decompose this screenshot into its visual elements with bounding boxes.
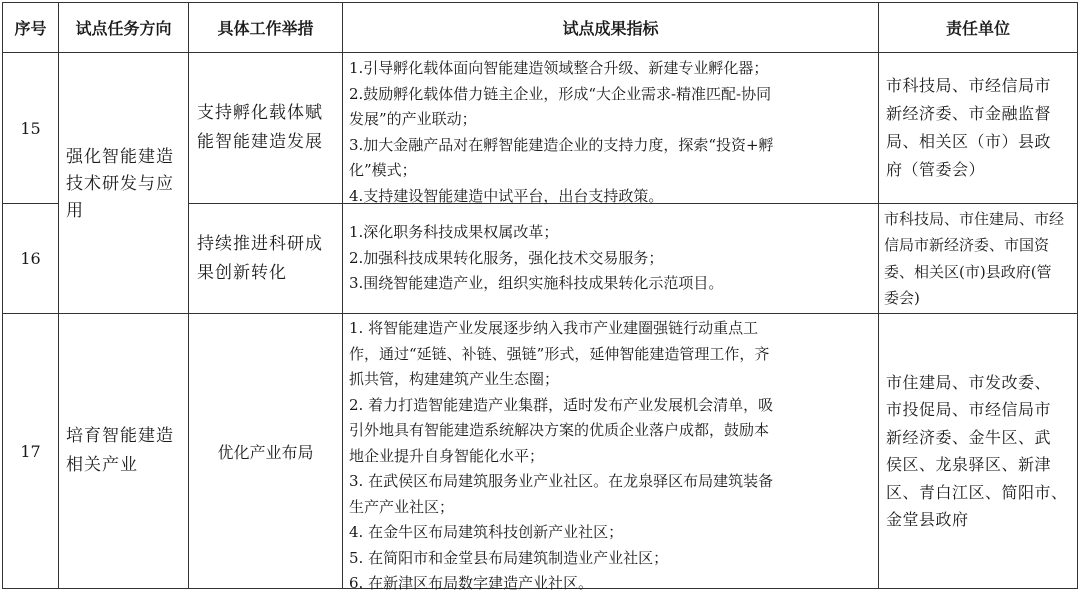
row-15-index: 15 — [20, 118, 41, 138]
row-17-index: 17 — [20, 441, 41, 461]
measure-line: 持续推进科研成 — [197, 233, 323, 254]
unit-line: 金堂县政府 — [886, 510, 969, 529]
indicator-line: 地企业提升自身智能化水平； — [349, 446, 545, 465]
header-index: 序号 — [14, 19, 47, 38]
unit-line: 信局市新经济委、市国资 — [884, 236, 1050, 254]
unit-line: 新经济委、市金融监督 — [886, 104, 1052, 123]
indicator-line: 3.围绕智能建造产业，组织实施科技成果转化示范项目。 — [349, 274, 724, 293]
indicator-line: 化”模式； — [349, 161, 417, 179]
unit-line: 局、相关区（市）县政 — [886, 132, 1052, 151]
direction-line: 技术研发与应 — [66, 173, 174, 194]
measure-line: 支持孵化载体赋 — [197, 103, 323, 123]
row-15-unit — [886, 53, 1076, 203]
row-17-indicators — [349, 316, 877, 592]
unit-line: 市科技局、市住建局、市经 — [884, 209, 1065, 228]
row-16-unit — [884, 204, 1076, 313]
header-indicator: 试点成果指标 — [562, 19, 659, 38]
indicator-line: 4. 在金牛区布局建筑科技创新产业社区； — [349, 523, 624, 541]
unit-line: 市科技局、市经信局市 — [886, 76, 1052, 95]
indicator-line: 引外地具有智能建造系统解决方案的优质企业落户成都，鼓励本 — [349, 421, 770, 439]
indicator-line: 6. 在新津区布局数字建造产业社区。 — [349, 574, 594, 592]
unit-line: 市投促局、市经信局市 — [886, 400, 1052, 419]
merged-direction-cell — [66, 53, 188, 313]
header-direction: 试点任务方向 — [75, 19, 172, 38]
unit-line: 委会) — [884, 289, 920, 307]
unit-line: 侯区、龙泉驿区、新津 — [886, 455, 1052, 474]
indicator-line: 3. 在武侯区布局建筑服务业产业社区。在龙泉驿区布局建筑装备 — [349, 472, 774, 490]
indicator-line: 3.加大金融产品对在孵智能建造企业的支持力度，探索“投资+孵 — [349, 135, 774, 154]
measure-line: 果创新转化 — [197, 262, 287, 283]
row-15-indicators — [349, 56, 877, 203]
indicator-line: 1.引导孵化载体面向智能建造领域整合升级、新建专业孵化器； — [349, 59, 769, 77]
row-16-index: 16 — [20, 249, 41, 268]
indicator-line: 2.加强科技成果转化服务，强化技术交易服务； — [349, 248, 664, 267]
direction-line: 强化智能建造 — [66, 146, 174, 167]
row-17-direction — [66, 314, 188, 588]
indicator-line: 2.鼓励孵化载体借力链主企业，形成“大企业需求-精准匹配-协同 — [349, 84, 772, 103]
measure-line: 能智能建造发展 — [197, 132, 323, 152]
header-measure: 具体工作举措 — [217, 19, 314, 38]
row-17-unit — [886, 314, 1076, 588]
indicator-line: 抓共管，构建建筑产业生态圈； — [349, 370, 560, 388]
indicator-line: 5. 在简阳市和金堂县布局建筑制造业产业社区； — [349, 548, 669, 567]
indicator-line: 1. 将智能建造产业发展逐步纳入我市产业建圈强链行动重点工 — [349, 319, 759, 337]
indicator-line: 生产产业社区； — [349, 497, 455, 516]
unit-line: 区、青白江区、简阳市、 — [886, 482, 1068, 502]
indicator-line: 1.深化职务科技成果权属改革； — [349, 223, 559, 242]
unit-line: 府（管委会） — [886, 160, 986, 179]
indicator-line: 发展”的产业联动； — [349, 110, 477, 128]
direction-line: 培育智能建造 — [66, 426, 174, 446]
unit-line: 新经济委、金牛区、武 — [886, 427, 1052, 447]
indicator-line: 4.支持建设智能建造中试平台，出台支持政策。 — [349, 186, 664, 205]
indicator-line: 2. 着力打造智能建造产业集群，适时发布产业发展机会清单，吸 — [349, 395, 774, 414]
direction-line: 相关产业 — [66, 455, 138, 475]
row-16-indicators — [349, 204, 877, 313]
row-17-measure: 优化产业布局 — [217, 442, 314, 462]
direction-line: 用 — [66, 200, 84, 221]
unit-line: 市住建局、市发改委、 — [886, 372, 1052, 392]
indicator-line: 作，通过“延链、补链、强链”形式，延伸智能建造管理工作，齐 — [349, 344, 770, 363]
unit-line: 委、相关区(市)县政府(管 — [884, 262, 1052, 281]
header-unit: 责任单位 — [945, 19, 1010, 38]
row-15-measure — [197, 53, 342, 203]
row-16-measure — [197, 204, 342, 313]
